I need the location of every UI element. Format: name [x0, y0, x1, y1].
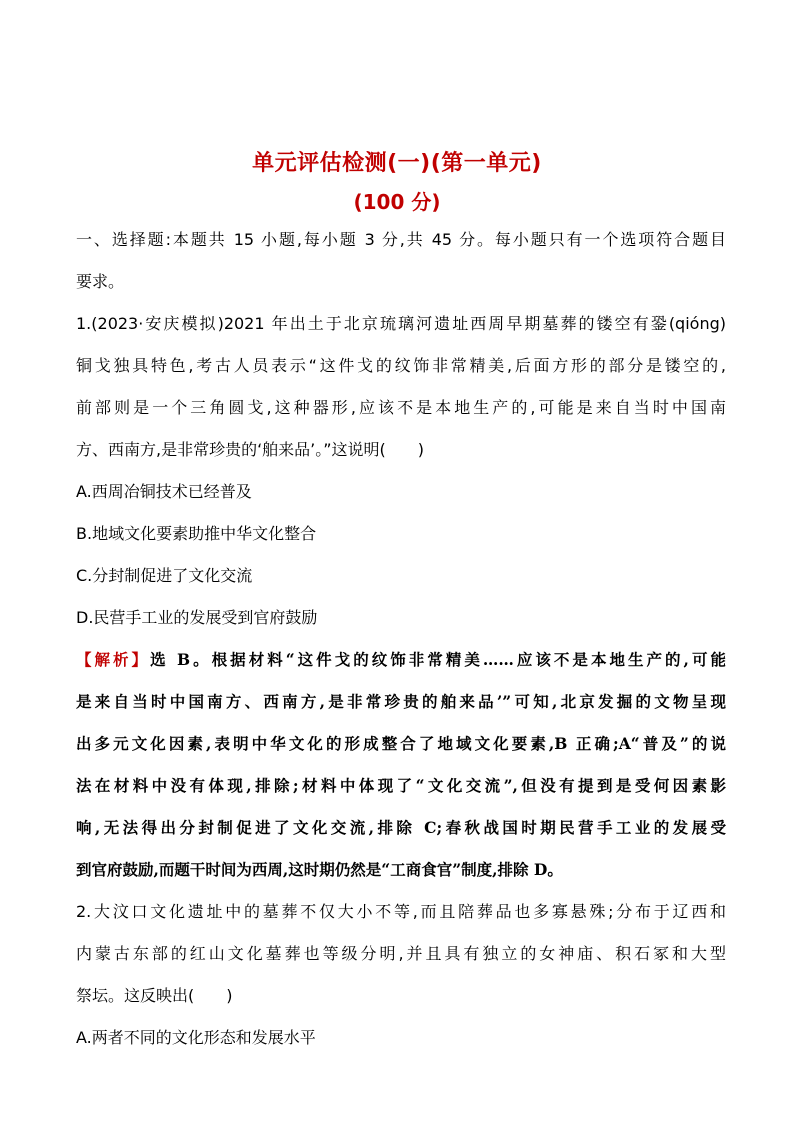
q2-option-a: A.两者不同的文化形态和发展水平: [76, 1028, 316, 1047]
q1-stem-line-4: 方、西南方,是非常珍贵的‘舶来品’。”这说明( ): [76, 440, 425, 459]
q1-option-a: A.西周冶铜技术已经普及: [76, 482, 252, 501]
q1-analysis-line-6: 到官府鼓励,而题干时间为西周,这时期仍然是“工商食官”制度,排除 D。: [76, 860, 563, 879]
section-intro-line-2: 要求。: [76, 272, 125, 291]
score-subtitle: (100 分): [353, 190, 441, 214]
section-intro-line-1: 一、选择题:本题共 15 小题,每小题 3 分,共 45 分。每小题只有一个选项符合题目: [76, 230, 726, 249]
q1-option-c: C.分封制促进了文化交流: [76, 566, 253, 585]
q2-stem-line-2: 内蒙古东部的红山文化墓葬也等级分明,并且具有独立的女神庙、积石冢和大型: [76, 944, 726, 963]
q1-stem-line-3: 前部则是一个三角圆戈,这种器形,应该不是本地生产的,可能是来自当时中国南: [76, 398, 726, 417]
q1-analysis-line-4: 法在材料中没有体现,排除;材料中体现了“文化交流”,但没有提到是受何因素影: [76, 776, 726, 795]
q1-analysis-line-5: 响,无法得出分封制促进了文化交流,排除 C;春秋战国时期民营手工业的发展受: [76, 818, 726, 837]
q1-option-b: B.地域文化要素助推中华文化整合: [76, 524, 317, 543]
q1-analysis-line-3: 出多元文化因素,表明中华文化的形成整合了地域文化要素,B 正确;A“普及”的说: [76, 734, 726, 753]
q2-stem-line-3: 祭坛。这反映出( ): [76, 986, 233, 1005]
q1-analysis-line-2: 是来自当时中国南方、西南方,是非常珍贵的舶来品’”可知,北京发掘的文物呈现: [76, 692, 726, 711]
q1-stem-line-1: 1.(2023·安庆模拟)2021 年出土于北京琉璃河遗址西周早期墓葬的镂空有銎(qióng): [76, 314, 726, 333]
page-title: 单元评估检测(一)(第一单元): [252, 151, 542, 176]
q2-stem-line-1: 2.大汶口文化遗址中的墓葬不仅大小不等,而且陪葬品也多寡悬殊;分布于辽西和: [76, 902, 726, 921]
q1-option-d: D.民营手工业的发展受到官府鼓励: [76, 608, 318, 627]
q1-analysis-line-1: 【解析】选 B。根据材料“这件戈的纹饰非常精美……应该不是本地生产的,可能: [76, 650, 726, 669]
analysis-tag: 【解析】: [76, 650, 151, 669]
q1-stem-line-2: 铜戈独具特色,考古人员表示“这件戈的纹饰非常精美,后面方形的部分是镂空的,: [76, 356, 726, 375]
